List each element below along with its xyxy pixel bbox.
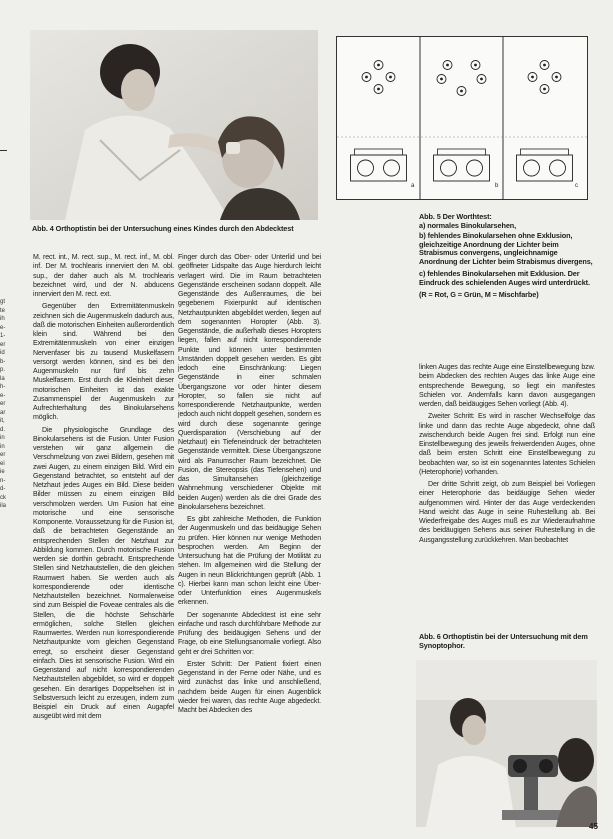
margin-fragment: ih bbox=[0, 316, 5, 322]
margin-fragment: la bbox=[0, 375, 5, 382]
col1-paragraph-2: Gegenüber den Extremitätenmuskeln zeichnen sich die Augenmuskeln dadurch aus, daß die motorischen Einheiten außerordentlich klein sind. Während bei den Extremitätenmuskeln von einer einzigen Nervenfaser bis zu tausend Muskelfasern versorgt werden können, sind es bei den Augenmuskeln nur fünf bis zehn Muskelfasern. Erst durch die Kleinheit dieser motorischen Einheiten ist das exakte Zusammenspiel der Augenmuskeln zur Aufrechterhaltung des Binokularsehens möglich. bbox=[33, 303, 174, 422]
worth-test-diagram bbox=[336, 36, 588, 200]
caption-abb-4: Abb. 4 Orthoptistin bei der Untersuchung eines Kindes durch den Abdecktest bbox=[32, 224, 294, 233]
margin-fragment: e- bbox=[0, 324, 6, 331]
margin-fragment: 1- bbox=[0, 333, 6, 339]
worth-light-dot bbox=[377, 64, 380, 67]
col2-paragraph-4: Erster Schritt: Der Patient fixiert einen Gegenstand in der Ferne oder Nähe, und es wird zunächst das linke und anschließend, nachdem beide Augen für einen Augenblick wieder frei waren, das rechte Auge abgedeckt. Macht bei Abdecken des bbox=[178, 660, 321, 714]
margin-fragment: d- bbox=[0, 486, 6, 492]
text-column-1 bbox=[33, 253, 174, 725]
page-number: 45 bbox=[589, 822, 598, 831]
caption-5-c: c) fehlendes Binokularsehen mit Exklusion. Der Eindruck des schielenden Auges wird unterdrückt. bbox=[419, 269, 590, 287]
margin-fragment: h- bbox=[0, 384, 6, 390]
margin-fragment: n- bbox=[0, 477, 6, 484]
margin-fragment: in bbox=[0, 443, 5, 450]
caption-5-a: a) normales Binokularsehen, bbox=[419, 220, 517, 230]
margin-fragment: it, bbox=[0, 418, 5, 424]
margin-fragment: e- bbox=[0, 392, 6, 399]
caption-5-b: b) fehlendes Binokularsehen ohne Exklusion, gleichzeitige Anordnung der Lichter beim Strabismus convergens, ungleichnamige Anordnung der Lichter beim Strabismus divergens, bbox=[419, 231, 593, 266]
worth-light-dot bbox=[377, 88, 380, 91]
worth-goggles bbox=[517, 155, 573, 181]
col3-paragraph-2: Zweiter Schritt: Es wird in rascher Wechselfolge das linke und dann das rechte Auge abgedeckt, ohne daß zwischendurch beide Augen frei sind. Erfolgt nun eine Einstellbewegung des jeweils freiwerdenden Auges, ohne daß beim ersten Schritt eine Einstellbewegung zu beobachten war, so ist ein sogenanntes latentes Schielen (Heterophorie) vorhanden. bbox=[419, 413, 595, 476]
worth-light-dot bbox=[460, 90, 463, 93]
margin-fragment: in bbox=[0, 435, 5, 441]
worth-light-dot bbox=[543, 64, 546, 67]
margin-fragment: ck bbox=[0, 494, 6, 501]
col2-paragraph-2: Es gibt zahlreiche Methoden, die Funktion der Augenmuskeln und das beidäugige Sehen zu prüfen. Hier können nur wenige Methoden besprochen werden. Am Beginn der Untersuchung hat die Prüfung der Motilität zu stehen. Im allgemeinen wird die Stellung der Augen in neun Blickrichtungen geprüft (Abb. 1 c). Hierbei kann man schon leicht eine Über- oder Unterfunktion eines Augenmuskels erkennen. bbox=[178, 516, 321, 607]
worth-lens bbox=[524, 160, 540, 176]
worth-light-dot bbox=[555, 76, 558, 79]
col3-paragraph-3: Der dritte Schritt zeigt, ob zum Beispiel bei Vorliegen einer Heterophorie das beidäugige Sehen wieder aufgenommen wird. Hinter der das Auge verdeckenden Hand weicht das Auge in seine Ruhestellung ab. Bei Wiederfreigabe des Auges muß es zur Wiederaufnahme des beidäugigen Sehens aus seiner Ruhestellung in die Ausgangsstellung zurückkehren. Man beobachtet bbox=[419, 481, 595, 544]
worth-lens bbox=[384, 160, 400, 176]
worth-lens bbox=[550, 160, 566, 176]
caption-abb-5 bbox=[419, 213, 597, 300]
worth-panel bbox=[517, 61, 573, 182]
margin-fragment: er bbox=[0, 341, 6, 348]
col2-paragraph-3: Der sogenannte Abdecktest ist eine sehr einfache und rasch durchführbare Methode zur Prüfung des beidäugigen Sehens und der Frage, ob eine Stellungsanomalie vorliegt. Also geht er drei Schritten vor: bbox=[178, 611, 321, 656]
margin-fragment: d. bbox=[0, 426, 6, 433]
worth-light-dot bbox=[531, 76, 534, 79]
worth-goggles bbox=[351, 155, 407, 181]
col2-paragraph-1: Finger durch das Ober- oder Unterlid und bei geöffneter Lidspalte das Auge hierdurch leicht verlagert wird. Die im Raum betrachteten Gegenstände erscheinen sodann doppelt. Alle Gegenstände des Außenraumes, die bei gegebenem Fixierpunkt auf identischen Netzhautpunkten abgebildet werden, liegen auf dem sogenannten Horopter (Abb. 3). Gegenstände, die außerhalb dieses Horopters liegen, fallen auf nicht korrespondierende Punkte und können unter bestimmten Umständen doppelt gesehen werden. Es gibt jedoch eine Einschränkung: Liegen Gegenstände in einer schmalen Übergangszone vor oder hinter diesem Horopter, so fallen sie nicht auf korrespondierende Netzhautpunkte, werden jedoch auch nicht doppelt gesehen, sondern es wird durch diese sogenannte geringe Querdisparation (Verschiebung auf der Netzhaut) ein Tiefeneindruck der betrachteten Gegenstände vermittelt. Diese Übergangszone wird als Panumscher Raum bezeichnet. Die Fusion, die Stereopsis (das Tiefensehen) und das Simultansehen (gleichzeitige Wahrnehmung verschiedener Objekte mit beiden Augen) werden als die drei Grade des Binokularsehens bezeichnet. bbox=[178, 254, 321, 511]
margin-rule bbox=[0, 150, 7, 151]
margin-fragment: id bbox=[0, 350, 5, 356]
worth-light-dot bbox=[446, 64, 449, 67]
worth-lens bbox=[441, 160, 457, 176]
margin-fragment: te bbox=[0, 307, 6, 314]
worth-light-dot bbox=[365, 76, 368, 79]
worth-bridge bbox=[355, 149, 403, 155]
worth-panel bbox=[434, 61, 490, 182]
worth-bridge bbox=[521, 149, 569, 155]
worth-lens bbox=[467, 160, 483, 176]
margin-fragment: ar bbox=[0, 409, 6, 416]
caption-5-legend: (R = Rot, G = Grün, M = Mischfarbe) bbox=[419, 290, 539, 299]
panel-label-a: a bbox=[411, 183, 415, 189]
margin-fragment: er bbox=[0, 452, 6, 458]
worth-light-dot bbox=[543, 88, 546, 91]
photo-orthoptist-synoptophor bbox=[416, 660, 597, 827]
worth-goggles bbox=[434, 155, 490, 181]
text-column-3 bbox=[419, 363, 595, 548]
margin-fragment: er bbox=[0, 401, 6, 407]
caption-abb-6: Abb. 6 Orthoptistin bei der Untersuchung mit dem Synoptophor. bbox=[419, 632, 588, 650]
worth-light-dot bbox=[480, 78, 483, 81]
panel-label-b: b bbox=[495, 183, 499, 189]
margin-fragment: p. bbox=[0, 367, 6, 373]
col1-paragraph-3: Die physiologische Grundlage des Binokularsehens ist die Fusion. Unter Fusion verstehen wir ganz allgemein die Verschmelzung von zwei Bildern, gesehen mit zwei Augen, zu einem einzigen Bild. Wird ein Gegenstand betrachtet, so entsteht auf der Netzhaut jedes Auges ein Bild. Diese beiden Bilder müssen zu einem einzigen Bild verschmolzen werden. Um Fusion hat eine motorische und eine sensorische Komponente. Voraussetzung für die Fusion ist, daß die betrachteten Gegenstände an entsprechenden Stellen der Netzhaut zur Abbildung kommen. Durch motorische Fusion werden sie dorthin gebracht. Entsprechende Stellen sind Netzhautstellen, die den gleichen Raumwert haben. Sie werden auch als korrespondierende oder identische Netzhautstellen bezeichnet. Normalerweise sind zum Beispiel die Foveae centrales als die Stellen, die die höchste Sehschärfe ermöglichen, solche Stellen gleichen Raumwertes. Werden nun korrespondierende Netzhautpunkte vom gleichen Gegenstand erregt, so erscheint dieser Gegenstand einfach. Dies ist sensorische Fusion. Wird ein Gegenstand auf nicht korrespondierenden Netzhautstellen abgebildet, so wird er doppelt gesehen. Ein derartiges Doppeltsehen ist in Selbstversuch leicht zu erzeugen, indem zum Beispiel ein Druck auf einen Augapfel ausgeübt wird mit dem bbox=[33, 426, 174, 721]
text-column-2 bbox=[178, 253, 412, 718]
margin-fragment: ie bbox=[0, 469, 5, 475]
margin-fragment: gt bbox=[0, 299, 6, 305]
margin-fragment: ila bbox=[0, 503, 7, 509]
photo-orthoptist-abdecktest bbox=[30, 30, 318, 220]
panel-label-c: c bbox=[575, 183, 578, 189]
worth-light-dot bbox=[389, 76, 392, 79]
caption-5-title: Abb. 5 Der Worthtest: bbox=[419, 212, 492, 221]
margin-fragments bbox=[0, 298, 8, 511]
margin-fragment: ei bbox=[0, 460, 5, 467]
margin-fragment: b- bbox=[0, 358, 6, 365]
col3-paragraph-1: linken Auges das rechte Auge eine Einstellbewegung bzw. beim Abdecken des rechten Auges das linke Auge eine entsprechende Bewegung, so liegt ein manifestes Schielen vor. Andernfalls kann davon ausgegangen werden, daß beidäugiges Sehen vorliegt (Abb. 4). bbox=[419, 364, 595, 408]
worth-lens bbox=[358, 160, 374, 176]
worth-light-dot bbox=[474, 64, 477, 67]
worth-light-dot bbox=[440, 78, 443, 81]
worth-bridge bbox=[438, 149, 486, 155]
col1-paragraph-1: M. rect. int., M. rect. sup., M. rect. inf., M. obl. inf. Der M. trochlearis innerviert den M. obl. sup., der daher auch als M. trochlearis bezeichnet wird, und der N. abducens innerviert den M. rect. ext. bbox=[33, 254, 174, 298]
worth-panel bbox=[351, 61, 407, 182]
